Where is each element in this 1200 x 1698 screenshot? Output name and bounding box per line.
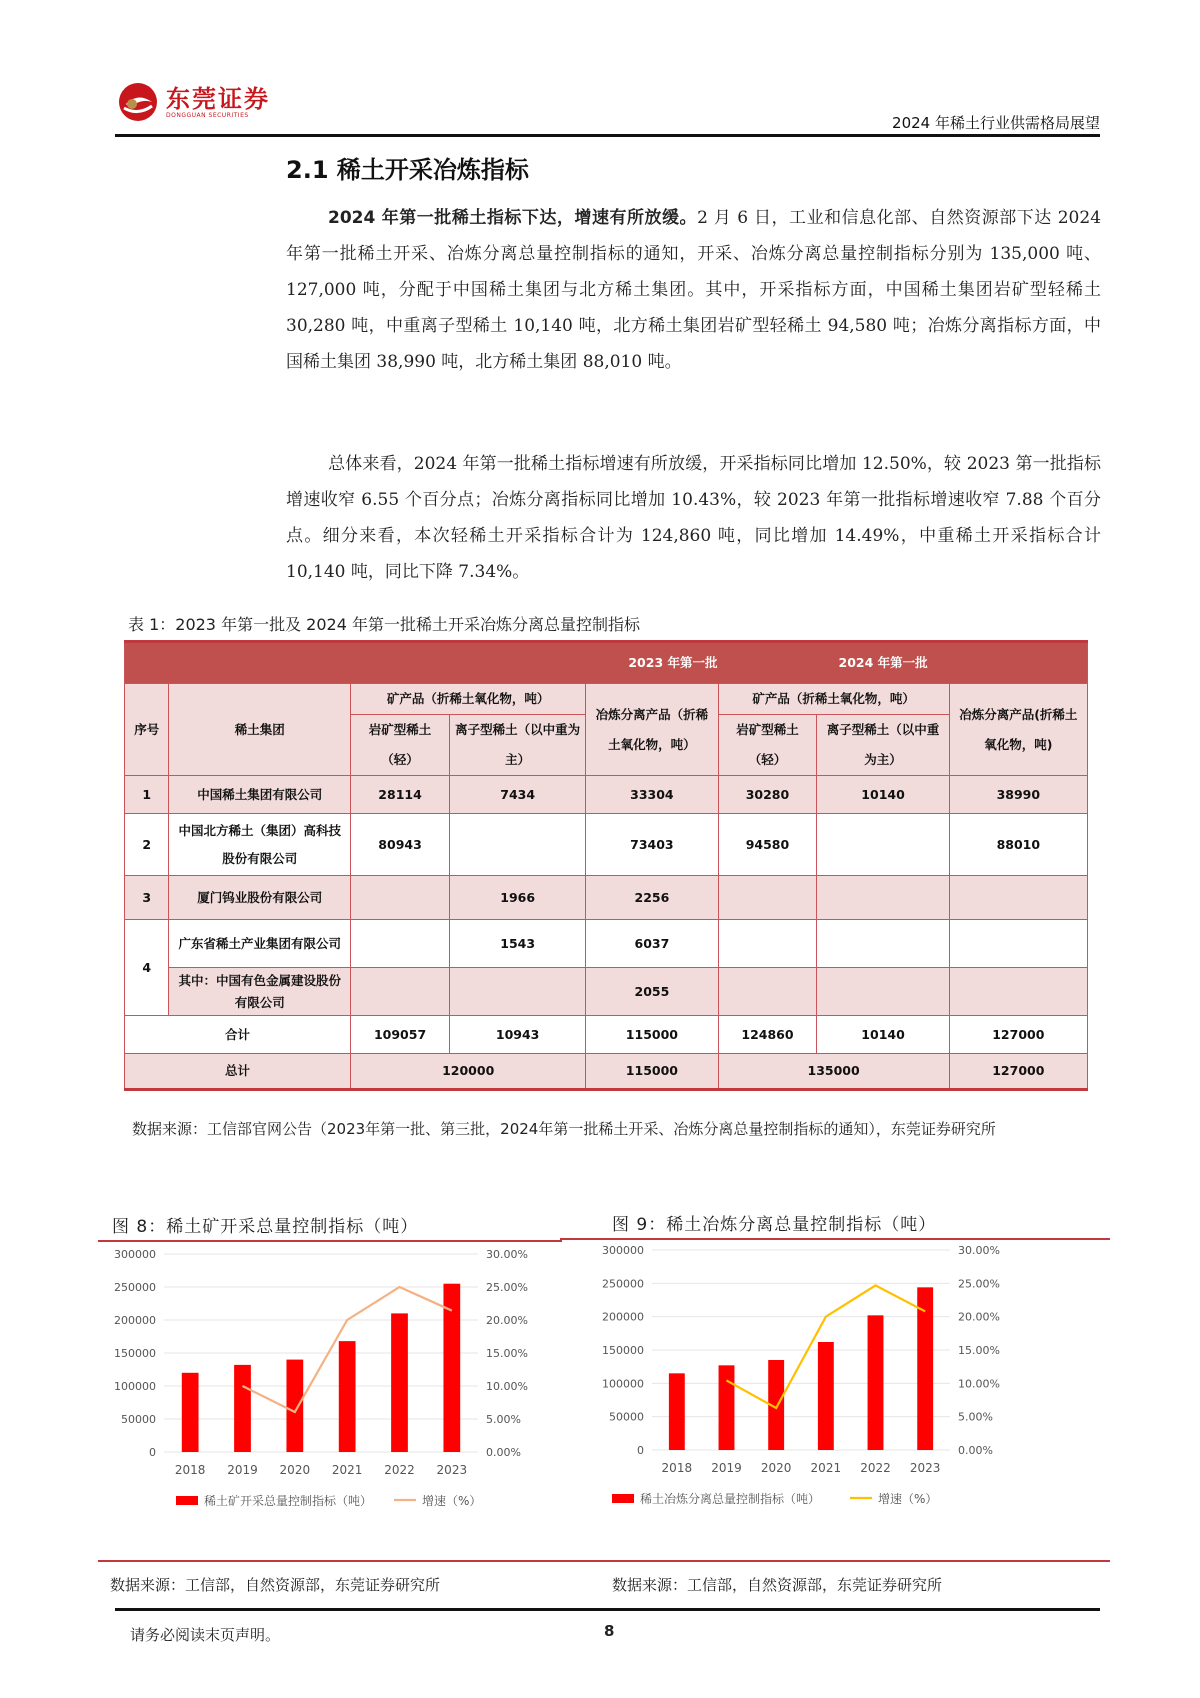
cell-smelt24 <box>949 876 1087 920</box>
svg-text:300000: 300000 <box>114 1248 156 1261</box>
cell-smelt23: 73403 <box>586 814 718 876</box>
svg-text:30.00%: 30.00% <box>486 1248 528 1261</box>
cell-smelt24-total: 127000 <box>949 1054 1087 1090</box>
svg-text:2020: 2020 <box>760 1461 792 1475</box>
svg-text:15.00%: 15.00% <box>958 1344 1000 1357</box>
svg-text:30.00%: 30.00% <box>958 1244 1000 1257</box>
svg-text:300000: 300000 <box>602 1244 644 1257</box>
col-rock-2023-header: 岩矿型稀土（轻） <box>351 715 450 776</box>
svg-text:25.00%: 25.00% <box>958 1277 1000 1291</box>
cell-smelt23: 2256 <box>586 876 718 920</box>
cell-ion24 <box>817 920 949 968</box>
fig9-source: 数据来源：工信部，自然资源部，东莞证券研究所 <box>612 1576 943 1594</box>
cell-ion24 <box>817 814 949 876</box>
quota-table <box>124 640 1088 1091</box>
cell-smelt24 <box>949 968 1087 1016</box>
figures-bottom-rule <box>98 1560 1110 1562</box>
bar-2019 <box>234 1365 251 1452</box>
fig9-chart <box>600 1242 1110 1554</box>
bar-2021 <box>339 1341 356 1452</box>
cell-rock23: 80943 <box>351 814 450 876</box>
cell-ion23: 1543 <box>450 920 586 968</box>
svg-text:2023: 2023 <box>436 1463 468 1477</box>
cell-group: 中国稀土集团有限公司 <box>169 776 351 814</box>
cell-smelt23: 6037 <box>586 920 718 968</box>
brand-logo <box>118 82 270 122</box>
cell-mineral23-total: 120000 <box>351 1054 586 1090</box>
cell-seq: 2 <box>125 814 169 876</box>
total-row <box>125 1054 1088 1090</box>
table-header-row-1 <box>125 684 1088 715</box>
svg-text:2018: 2018 <box>174 1463 206 1477</box>
col-mineral-2023-header: 矿产品（折稀土氧化物，吨） <box>351 684 586 715</box>
cell-ion23: 1966 <box>450 876 586 920</box>
svg-text:15.00%: 15.00% <box>486 1347 528 1360</box>
cell-ion24 <box>817 876 949 920</box>
svg-text:2023: 2023 <box>909 1461 941 1475</box>
bar-2022 <box>868 1315 884 1450</box>
svg-text:150000: 150000 <box>114 1347 156 1360</box>
cell-mineral24-total: 135000 <box>718 1054 949 1090</box>
cell-total-label: 总计 <box>125 1054 351 1090</box>
cell-rock24 <box>718 920 817 968</box>
cell-seq: 4 <box>125 920 169 1016</box>
cell-seq: 3 <box>125 876 169 920</box>
svg-text:10.00%: 10.00% <box>486 1380 528 1393</box>
table-title: 表 1：2023 年第一批及 2024 年第一批稀土开采冶炼分离总量控制指标 <box>128 615 640 634</box>
cell-rock23 <box>351 920 450 968</box>
cell-ion24: 10140 <box>817 776 949 814</box>
cell-ion24 <box>817 968 949 1016</box>
cell-rock23 <box>351 968 450 1016</box>
bar-2020 <box>286 1360 303 1452</box>
svg-text:200000: 200000 <box>114 1314 156 1327</box>
subtotal-row <box>125 1016 1088 1054</box>
footer-disclaimer: 请务必阅读末页声明。 <box>130 1626 281 1644</box>
svg-text:50000: 50000 <box>609 1410 644 1424</box>
svg-text:2022: 2022 <box>860 1461 891 1475</box>
cell-rock24: 30280 <box>718 776 817 814</box>
svg-text:20.00%: 20.00% <box>958 1310 1000 1324</box>
fig8-source: 数据来源：工信部，自然资源部，东莞证券研究所 <box>110 1576 441 1594</box>
svg-text:2021: 2021 <box>331 1463 363 1477</box>
bar-2018 <box>182 1373 199 1452</box>
table-row <box>125 776 1088 814</box>
svg-text:增速（%）: 增速（%） <box>878 1492 938 1506</box>
logo-mark-icon <box>118 82 158 122</box>
cell-subtotal-label: 合计 <box>125 1016 351 1054</box>
cell-ion23 <box>450 814 586 876</box>
paragraph-2-body: 总体来看，2024 年第一批稀土指标增速有所放缓，开采指标同比增加 12.50%，较 2023 第一批指标增速收窄 6.55 个百分点；冶炼分离指标同比增加 10.43%，较 2023 年第一批指标增速收窄 7.88 个百分点。细分来看，本次轻稀土开采指标合计为 124,860 吨，同比增加 14.49%，中重稀土开采指标合计 10,140 吨，同比下降 7.34%。 <box>286 454 1101 582</box>
cell-smelt23: 2055 <box>586 968 718 1016</box>
svg-text:100000: 100000 <box>602 1377 644 1391</box>
svg-text:250000: 250000 <box>114 1281 156 1294</box>
table-group-header-row <box>125 642 1088 684</box>
cell-rock24: 94580 <box>718 814 817 876</box>
svg-text:0: 0 <box>637 1444 644 1457</box>
cell-rock24: 124860 <box>718 1016 817 1054</box>
brand-name-cn: 东莞证券 <box>166 83 270 113</box>
paragraph-1-lead: 2024 年第一批稀土指标下达，增速有所放缓。 <box>328 208 698 228</box>
svg-text:0.00%: 0.00% <box>486 1446 521 1459</box>
col-ion-2024-header: 离子型稀土（以中重为主） <box>817 715 949 776</box>
fig8-rule <box>98 1240 562 1242</box>
table-source: 数据来源：工信部官网公告（2023年第一批、第三批，2024年第一批稀土开采、冶炼分离总量控制指标的通知），东莞证券研究所 <box>132 1120 996 1138</box>
paragraph-2 <box>286 446 1101 590</box>
svg-text:50000: 50000 <box>121 1413 156 1426</box>
fig9-rule <box>560 1238 1110 1240</box>
cell-group: 其中：中国有色金属建设股份有限公司 <box>169 968 351 1016</box>
svg-text:0: 0 <box>149 1446 156 1459</box>
header-divider <box>115 134 1100 137</box>
cell-rock24 <box>718 876 817 920</box>
bar-2023 <box>917 1287 933 1450</box>
bar-2022 <box>391 1313 408 1452</box>
brand-name-en: DONGGUAN SECURITIES <box>166 111 249 119</box>
cell-smelt24: 88010 <box>949 814 1087 876</box>
svg-text:10.00%: 10.00% <box>958 1377 1000 1391</box>
footer-divider <box>115 1608 1100 1611</box>
svg-text:稀土矿开采总量控制指标（吨）: 稀土矿开采总量控制指标（吨） <box>204 1494 373 1508</box>
col-mineral-2024-header: 矿产品（折稀土氧化物，吨） <box>718 684 949 715</box>
svg-text:增速（%）: 增速（%） <box>422 1494 482 1508</box>
cell-rock23: 109057 <box>351 1016 450 1054</box>
cell-rock24 <box>718 968 817 1016</box>
svg-text:5.00%: 5.00% <box>958 1410 993 1424</box>
page-number: 8 <box>604 1622 615 1640</box>
bar-2019 <box>719 1365 735 1450</box>
bar-2018 <box>669 1373 685 1450</box>
svg-text:150000: 150000 <box>602 1344 644 1357</box>
table-row <box>125 968 1088 1016</box>
fig8-title: 图 8：稀土矿开采总量控制指标（吨） <box>112 1217 419 1237</box>
section-title: 2.1 稀土开采冶炼指标 <box>286 156 529 184</box>
group-2023: 2023 年第一批 <box>351 642 718 684</box>
cell-smelt24 <box>949 920 1087 968</box>
cell-smelt24: 127000 <box>949 1016 1087 1054</box>
cell-smelt24: 38990 <box>949 776 1087 814</box>
cell-smelt23: 33304 <box>586 776 718 814</box>
svg-text:100000: 100000 <box>114 1380 156 1393</box>
table-row <box>125 876 1088 920</box>
svg-text:5.00%: 5.00% <box>486 1413 521 1426</box>
svg-text:2018: 2018 <box>661 1461 693 1475</box>
cell-group: 中国北方稀土（集团）高科技股份有限公司 <box>169 814 351 876</box>
cell-ion23: 10943 <box>450 1016 586 1054</box>
col-ion-2023-header: 离子型稀土（以中重为主） <box>450 715 586 776</box>
cell-rock23 <box>351 876 450 920</box>
paragraph-1 <box>286 200 1101 380</box>
cell-ion24: 10140 <box>817 1016 949 1054</box>
cell-smelt23-total: 115000 <box>586 1054 718 1090</box>
svg-text:25.00%: 25.00% <box>486 1281 528 1294</box>
svg-text:2019: 2019 <box>227 1463 258 1477</box>
paragraph-1-body: 2 月 6 日，工业和信息化部、自然资源部下达 2024 年第一批稀土开采、冶炼分离总量控制指标的通知，开采、冶炼分离总量控制指标分别为 135,000 吨、127,000 吨，分配于中国稀土集团与北方稀土集团。其中，开采指标方面，中国稀土集团岩矿型轻稀土 30,280 吨，中重离子型稀土 10,140 吨，北方稀土集团岩矿型轻稀土 94,580 吨；冶炼分离指标方面，中国稀土集团 38,990 吨，北方稀土集团 88,010 吨。 <box>286 208 1102 372</box>
col-smelt-2023-header: 冶炼分离产品（折稀土氧化物，吨） <box>586 684 718 776</box>
svg-text:2020: 2020 <box>279 1463 311 1477</box>
cell-rock23: 28114 <box>351 776 450 814</box>
cell-group: 广东省稀土产业集团有限公司 <box>169 920 351 968</box>
report-title: 2024 年稀土行业供需格局展望 <box>892 114 1100 132</box>
svg-text:2019: 2019 <box>711 1461 742 1475</box>
cell-group: 厦门钨业股份有限公司 <box>169 876 351 920</box>
svg-text:200000: 200000 <box>602 1310 644 1324</box>
fig8-chart <box>98 1244 588 1554</box>
fig9-title: 图 9：稀土冶炼分离总量控制指标（吨） <box>612 1215 937 1235</box>
table-row <box>125 814 1088 876</box>
svg-text:稀土冶炼分离总量控制指标（吨）: 稀土冶炼分离总量控制指标（吨） <box>640 1492 821 1506</box>
svg-text:250000: 250000 <box>602 1277 644 1291</box>
col-smelt-2024-header: 冶炼分离产品(折稀土氧化物，吨) <box>949 684 1087 776</box>
svg-text:2021: 2021 <box>810 1461 842 1475</box>
col-seq-header: 序号 <box>125 684 169 776</box>
svg-text:20.00%: 20.00% <box>486 1314 528 1327</box>
svg-text:2022: 2022 <box>384 1463 415 1477</box>
group-2024: 2024 年第一批 <box>718 642 1087 684</box>
cell-ion23 <box>450 968 586 1016</box>
cell-smelt23: 115000 <box>586 1016 718 1054</box>
col-rock-2024-header: 岩矿型稀土（轻） <box>718 715 817 776</box>
cell-seq: 1 <box>125 776 169 814</box>
table-row <box>125 920 1088 968</box>
svg-text:0.00%: 0.00% <box>958 1444 993 1457</box>
cell-ion23: 7434 <box>450 776 586 814</box>
col-group-header: 稀土集团 <box>169 684 351 776</box>
bar-2021 <box>818 1342 834 1450</box>
